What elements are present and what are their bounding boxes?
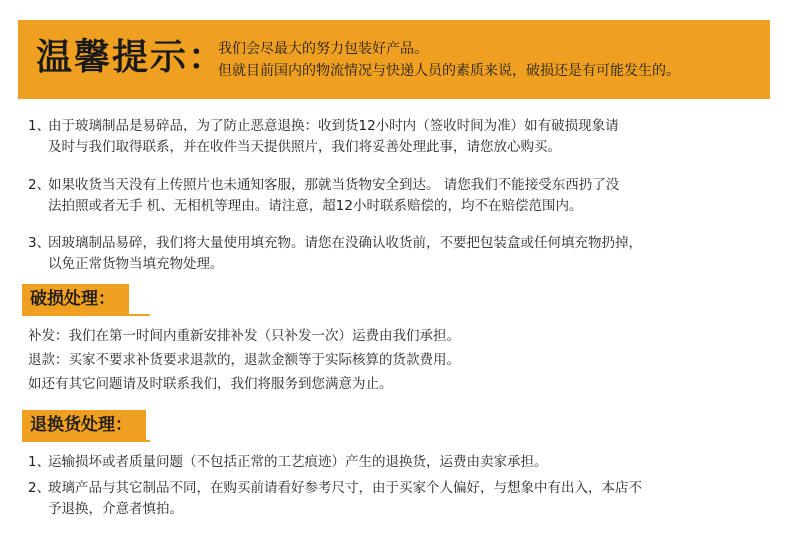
note-text: 由于玻璃制品是易碎品，为了防止恶意退换：收到货12小时内（签收时间为准）如有破损现象请	[48, 118, 619, 134]
note-1	[28, 116, 619, 158]
damage-section-title: 破损处理：	[22, 284, 129, 315]
return-item-1	[28, 452, 548, 473]
note-number: 3、	[28, 235, 51, 251]
header-banner	[18, 20, 770, 99]
note-text-cont: 及时与我们取得联系，并在收件当天提供照片，我们将妥善处理此事，请您放心购买。	[48, 139, 561, 155]
header-line-2: 但就目前国内的物流情况与快递人员的素质来说，破损还是有可能发生的。	[218, 63, 680, 79]
note-text: 如果收货当天没有上传照片也未通知客服，那就当货物安全到达。 请您我们不能接受东西扔了没	[48, 177, 620, 193]
note-number: 2、	[28, 177, 51, 193]
damage-line: 如还有其它问题请及时联系我们，我们将服务到您满意为止。	[28, 376, 393, 392]
return-text-cont: 予退换，介意者慎拍。	[48, 501, 183, 517]
note-text-cont: 法拍照或者无手 机、无相机等理由。请注意，超12小时联系赔偿的，均不在赔偿范围内。	[48, 198, 583, 214]
header-text	[218, 38, 680, 82]
damage-line: 补发：我们在第一时间内重新安排补发（只补发一次）运费由我们承担。	[28, 328, 460, 344]
return-number: 2、	[28, 480, 51, 496]
header-title: 温馨提示：	[36, 37, 227, 78]
return-number: 1、	[28, 454, 51, 470]
header-line-1: 我们会尽最大的努力包装好产品。	[218, 41, 428, 57]
returns-section-title: 退换货处理：	[22, 410, 146, 441]
note-2	[28, 175, 619, 217]
note-text: 因玻璃制品易碎，我们将大量使用填充物。请您在没确认收货前，不要把包装盒或任何填充物扔掉，	[48, 235, 642, 251]
return-text: 运输损坏或者质量问题（不包括正常的工艺痕迹）产生的退换货，运费由卖家承担。	[48, 454, 548, 470]
damage-section-underline	[22, 314, 150, 316]
damage-list	[28, 326, 460, 395]
return-item-2	[28, 478, 642, 520]
note-text-cont: 以免正常货物当填充物处理。	[48, 256, 224, 272]
returns-section-underline	[22, 440, 150, 442]
return-text: 玻璃产品与其它制品不同，在购买前请看好参考尺寸，由于买家个人偏好，与想象中有出入，本店不	[48, 480, 642, 496]
note-3	[28, 233, 642, 275]
note-number: 1、	[28, 118, 51, 134]
damage-line: 退款：买家不要求补货要求退款的，退款金额等于实际核算的货款费用。	[28, 352, 460, 368]
